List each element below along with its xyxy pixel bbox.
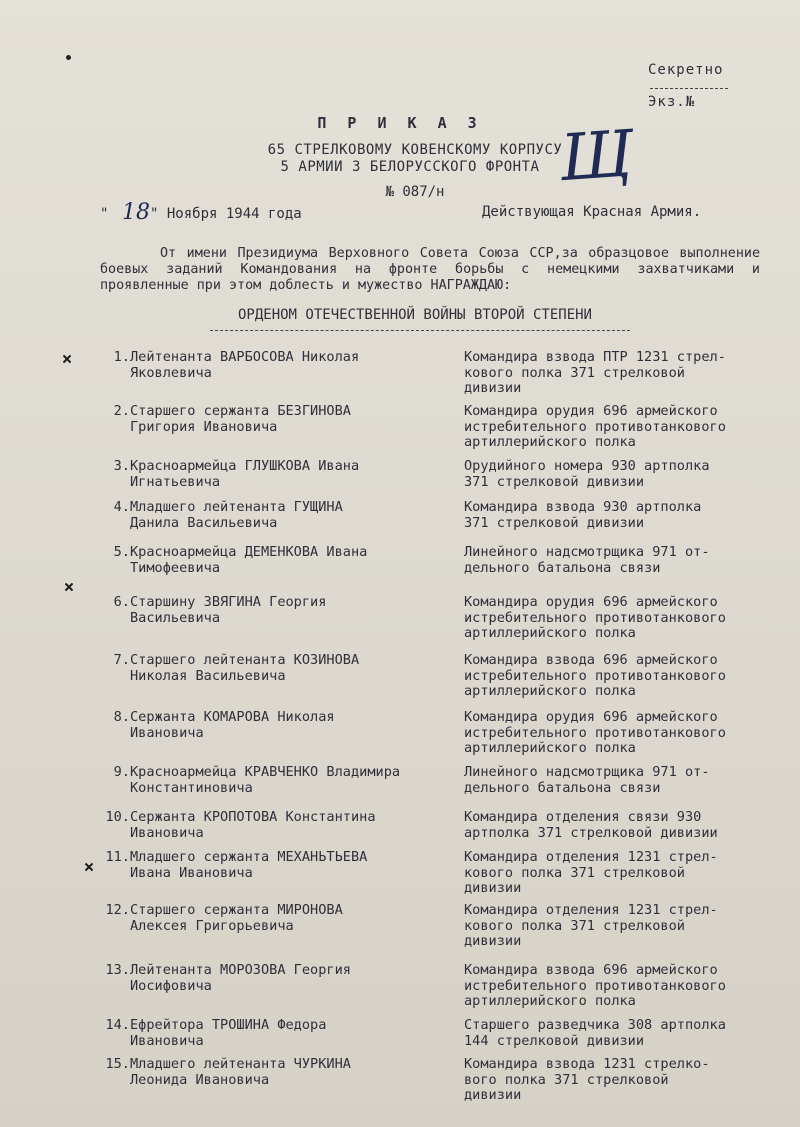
awardee-position: Линейного надсмотрщика 971 от- дельного батальона связи <box>464 764 710 796</box>
awardee-name: Старшего сержанта БЕЗГИНОВА Григория Ивановича <box>130 403 351 435</box>
awardee-number: 7. <box>113 652 130 668</box>
awardee-position: Командира отделения 1231 стрел- кового полка 371 стрелковой дивизии <box>464 902 718 949</box>
awardee-position: Орудийного номера 930 артполка 371 стрелковой дивизии <box>464 458 710 490</box>
awardee-name: Сержанта КРОПОТОВА Константина Ивановича <box>130 809 376 841</box>
copy-number-label: Экз.№ <box>648 94 696 110</box>
date-month-year: " Ноября 1944 года <box>150 206 302 222</box>
awardee-name: Красноармейца ДЕМЕНКОВА Ивана Тимофеевича <box>130 544 368 576</box>
ink-dot <box>66 55 71 60</box>
awardee-number: 9. <box>113 764 130 780</box>
awardee-name: Старшего лейтенанта КОЗИНОВА Николая Васильевича <box>130 652 360 684</box>
check-mark-icon <box>64 582 74 592</box>
awardee-number: 2. <box>113 403 130 419</box>
awardee-number: 11. <box>105 849 130 865</box>
awardee-name: Лейтенанта МОРОЗОВА Георгия Иосифовича <box>130 962 351 994</box>
awardee-number: 4. <box>113 499 130 515</box>
awardee-number: 5. <box>113 544 130 560</box>
awardee-position: Командира взвода 930 артполка 371 стрелковой дивизии <box>464 499 702 531</box>
awardee-name: Сержанта КОМАРОВА Николая Ивановича <box>130 709 335 741</box>
classification-underline <box>650 88 728 89</box>
awardee-number: 1. <box>113 349 130 365</box>
awardee-name: Старшего сержанта МИРОНОВА Алексея Григорьевича <box>130 902 343 934</box>
awardee-number: 13. <box>105 962 130 978</box>
location-line: Действующая Красная Армия. <box>482 204 702 220</box>
document-title: П Р И К А З <box>317 114 483 132</box>
awardee-position: Командира взвода 1231 стрелко- вого полка 371 стрелковой дивизии <box>464 1056 710 1103</box>
awardee-name: Младшего лейтенанта ГУЩИНА Данила Васильевича <box>130 499 343 531</box>
awardee-position: Старшего разведчика 308 артполка 144 стрелковой дивизии <box>464 1017 726 1049</box>
awardee-name: Младшего сержанта МЕХАНЬТЬЕВА Ивана Ивановича <box>130 849 368 881</box>
awardee-name: Лейтенанта ВАРБОСОВА Николая Яковлевича <box>130 349 360 381</box>
order-heading-underline <box>210 330 630 331</box>
awardee-number: 15. <box>105 1056 130 1072</box>
awardee-position: Командира взвода 696 армейского истребительного противотанкового артиллерийского полка <box>464 652 726 699</box>
handwritten-mark: Щ <box>557 117 630 197</box>
check-mark-icon <box>62 354 72 364</box>
classification-mark: Секретно <box>648 62 724 78</box>
awardee-number: 12. <box>105 902 130 918</box>
check-mark-icon <box>84 862 94 872</box>
awardee-position: Командира орудия 696 армейского истребительного противотанкового артиллерийского полка <box>464 594 726 641</box>
awardee-position: Командира взвода 696 армейского истребительного противотанкового артиллерийского полка <box>464 962 726 1009</box>
awardee-number: 10. <box>105 809 130 825</box>
awardee-name: Ефрейтора ТРОШИНА Федора Ивановича <box>130 1017 327 1049</box>
awardee-name: Красноармейца КРАВЧЕНКО Владимира Константиновича <box>130 764 401 796</box>
unit-line-1: 65 СТРЕЛКОВОМУ КОВЕНСКОМУ КОРПУСУ <box>267 142 563 158</box>
awardee-number: 6. <box>113 594 130 610</box>
awardee-position: Командира взвода ПТР 1231 стрел- кового полка 371 стрелковой дивизии <box>464 349 726 396</box>
order-number: № 087/н <box>385 184 445 200</box>
order-name-heading: ОРДЕНОМ ОТЕЧЕСТВЕННОЙ ВОЙНЫ ВТОРОЙ СТЕПЕНИ <box>237 307 592 323</box>
awardee-position: Командира орудия 696 армейского истребительного противотанкового артиллерийского полка <box>464 709 726 756</box>
intro-paragraph: От имени Президиума Верховного Совета Союза ССР,за образцовое выполнение боевых заданий Командования на фронте борьбы с немецкими захватчиками и проявленные при этом доблесть и мужество НАГРАЖДАЮ: <box>100 246 760 293</box>
awardee-name: Красноармейца ГЛУШКОВА Ивана Игнатьевича <box>130 458 360 490</box>
awardee-name: Младшего лейтенанта ЧУРКИНА Леонида Ивановича <box>130 1056 351 1088</box>
awardee-number: 3. <box>113 458 130 474</box>
awardee-position: Линейного надсмотрщика 971 от- дельного батальона связи <box>464 544 710 576</box>
awardee-number: 14. <box>105 1017 130 1033</box>
date-day-handwritten: 18 <box>122 200 150 225</box>
date-quote-open: " <box>100 206 109 222</box>
awardee-name: Старшину ЗВЯГИНА Георгия Васильевича <box>130 594 327 626</box>
awardee-number: 8. <box>113 709 130 725</box>
awardee-position: Командира отделения связи 930 артполка 371 стрелковой дивизии <box>464 809 718 841</box>
awardee-position: Командира отделения 1231 стрел- кового полка 371 стрелковой дивизии <box>464 849 718 896</box>
awardee-position: Командира орудия 696 армейского истребительного противотанкового артиллерийского полка <box>464 403 726 450</box>
unit-line-2: 5 АРМИИ 3 БЕЛОРУССКОГО ФРОНТА <box>280 159 540 175</box>
